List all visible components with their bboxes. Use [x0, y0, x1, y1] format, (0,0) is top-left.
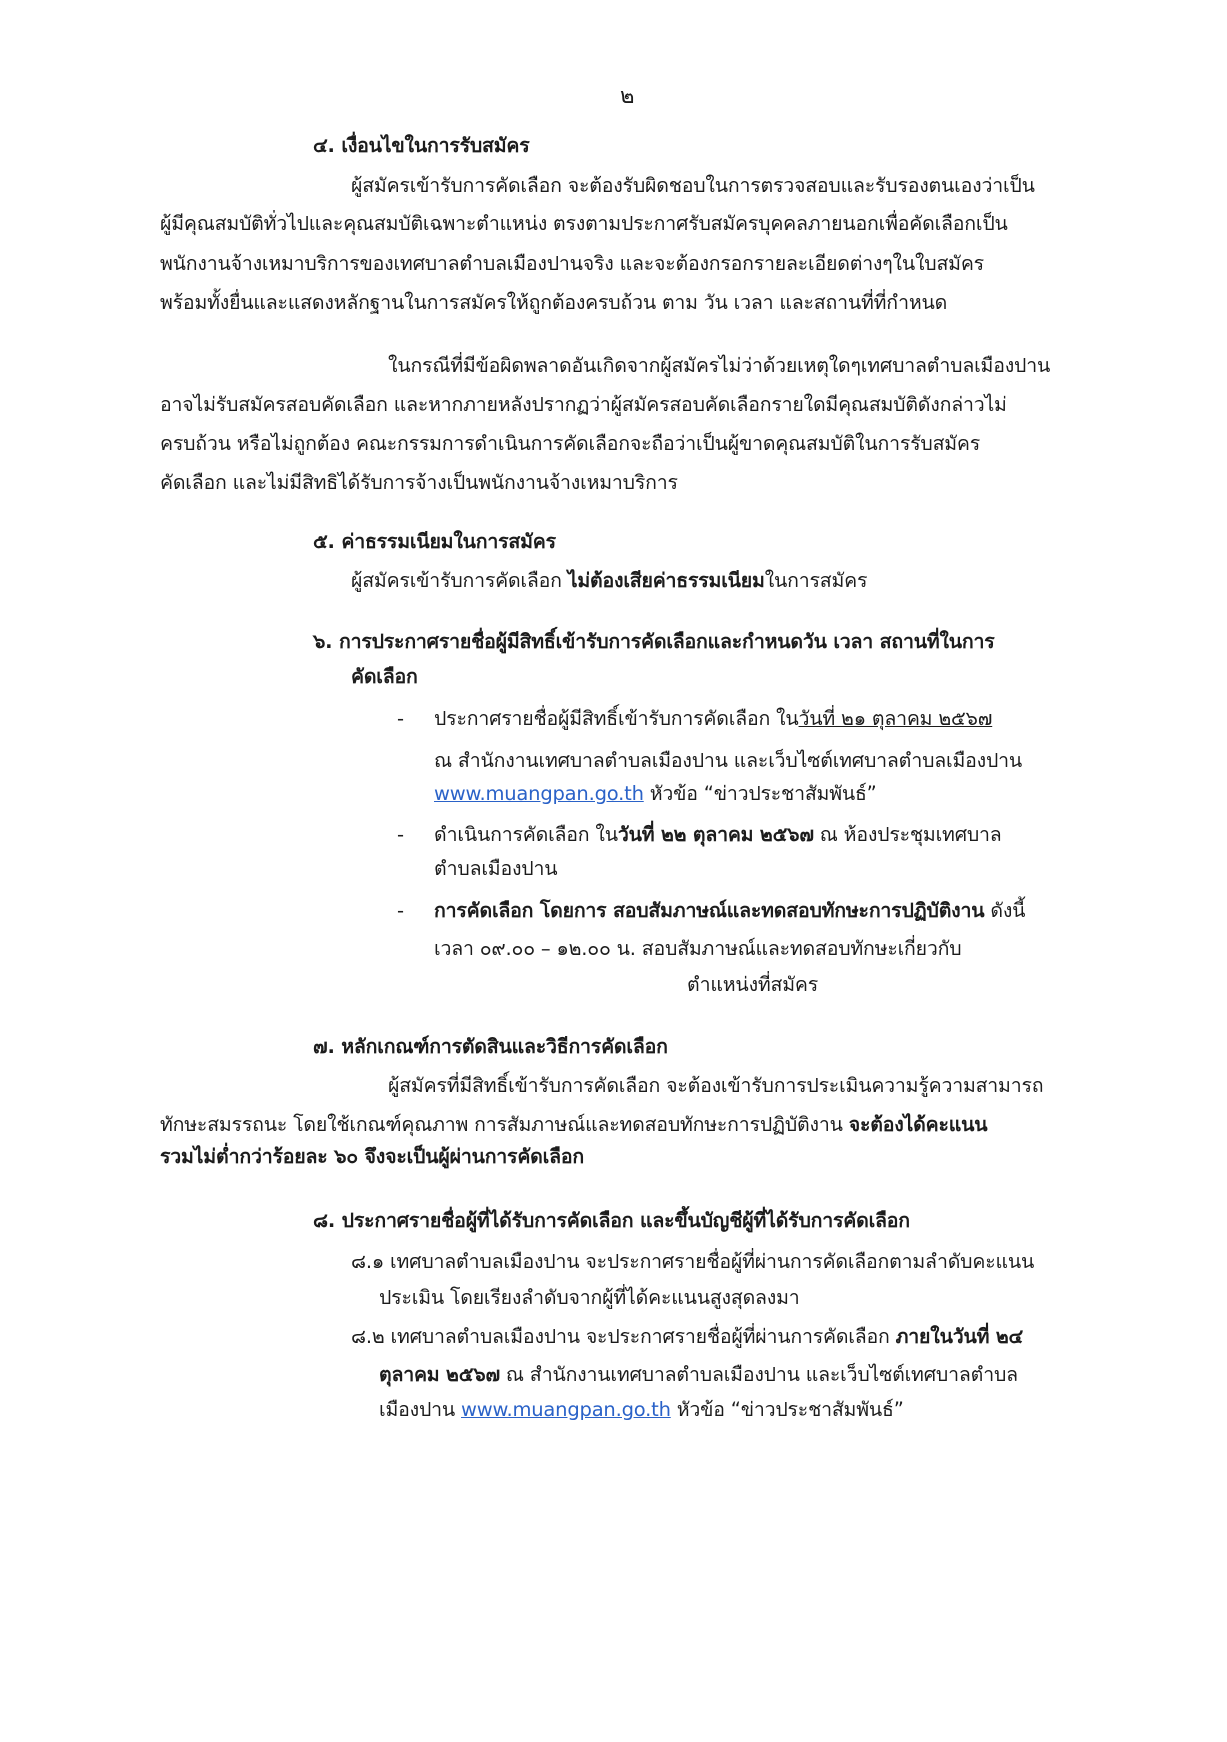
- announce-date: วันที่ ๒๑ ตุลาคม ๒๕๖๗: [798, 707, 993, 730]
- section-6-heading-cont: คัดเลือก: [351, 665, 418, 688]
- section-5-text-part: ในการสมัคร: [764, 569, 868, 592]
- section-6-bullet-1-line-2: ณ สำนักงานเทศบาลตำบลเมืองปาน และเว็บไซต์เทศบาลตำบลเมืองปาน: [434, 749, 1023, 772]
- section-4-paragraph-2-line: อาจไม่รับสมัครสอบคัดเลือก และหากภายหลังปรากฏว่าผู้สมัครสอบคัดเลือกรายใดมีคุณสมบัติดังกล่าวไม่: [160, 393, 1007, 416]
- section-6-heading: ๖. การประกาศรายชื่อผู้มีสิทธิ์เข้ารับการคัดเลือกและกำหนดวัน เวลา สถานที่ในการ: [313, 630, 995, 653]
- bullet-text: ดังนี้: [984, 899, 1026, 922]
- bullet-text: ประกาศรายชื่อผู้มีสิทธิ์เข้ารับการคัดเลือก ใน: [434, 707, 799, 730]
- selection-method: การคัดเลือก โดยการ สอบสัมภาษณ์และทดสอบทักษะการปฏิบัติงาน: [434, 899, 985, 922]
- page-number: ๒: [620, 84, 635, 109]
- section-4-paragraph-1-line: ผู้สมัครเข้ารับการคัดเลือก จะต้องรับผิดชอบในการตรวจสอบและรับรองตนเองว่าเป็น: [351, 174, 1035, 197]
- section-7-score-requirement: จะต้องได้คะแนน: [848, 1113, 988, 1136]
- section-4-heading: ๔. เงื่อนไขในการรับสมัคร: [313, 134, 530, 157]
- section-4-paragraph-2-line: ครบถ้วน หรือไม่ถูกต้อง คณะกรรมการดำเนินการคัดเลือกจะถือว่าเป็นผู้ขาดคุณสมบัติในการรับสมัคร: [160, 432, 981, 455]
- section-8-item-2-line-2: [379, 1360, 1018, 1390]
- section-5-text-part: ผู้สมัครเข้ารับการคัดเลือก: [351, 569, 568, 592]
- section-8-text: เมืองปาน: [379, 1398, 462, 1421]
- section-6-bullet-3-line-3: ตำแหน่งที่สมัคร: [687, 973, 819, 996]
- section-8-item-1-line-1: ๘.๑ เทศบาลตำบลเมืองปาน จะประกาศรายชื่อผู้ที่ผ่านการคัดเลือกตามลำดับคะแนน: [351, 1250, 1035, 1273]
- section-4-paragraph-1-line: พนักงานจ้างเหมาบริการของเทศบาลตำบลเมืองปานจริง และจะต้องกรอกรายละเอียดต่างๆในใบสมัคร: [160, 252, 984, 275]
- section-8-text: ณ สำนักงานเทศบาลตำบลเมืองปาน และเว็บไซต์เทศบาลตำบล: [499, 1363, 1018, 1386]
- bullet-dash: -: [397, 899, 404, 922]
- section-7-heading: ๗. หลักเกณฑ์การตัดสินและวิธีการคัดเลือก: [313, 1035, 668, 1058]
- section-4-paragraph-2-line: ในกรณีที่มีข้อผิดพลาดอันเกิดจากผู้สมัครไม่ว่าด้วยเหตุใดๆเทศบาลตำบลเมืองปาน: [388, 354, 1051, 377]
- section-8-item-2-line-1: [351, 1322, 1023, 1352]
- website-link[interactable]: www.muangpan.go.th: [461, 1398, 671, 1421]
- section-8-text: หัวข้อ “ข่าวประชาสัมพันธ์”: [670, 1398, 904, 1421]
- section-8-heading: ๘. ประกาศรายชื่อผู้ที่ได้รับการคัดเลือก และขึ้นบัญชีผู้ที่ได้รับการคัดเลือก: [313, 1209, 910, 1232]
- section-4-paragraph-1-line: พร้อมทั้งยื่นและแสดงหลักฐานในการสมัครให้ถูกต้องครบถ้วน ตาม วัน เวลา และสถานที่ที่กำหนด: [160, 291, 948, 314]
- bullet-text: ดำเนินการคัดเลือก ใน: [434, 823, 618, 846]
- result-date: ภายในวันที่ ๒๔: [895, 1325, 1024, 1348]
- section-8-item-1-line-2: ประเมิน โดยเรียงลำดับจากผู้ที่ได้คะแนนสูงสุดลงมา: [379, 1286, 800, 1309]
- section-4-paragraph-2-line: คัดเลือก และไม่มีสิทธิได้รับการจ้างเป็นพนักงานจ้างเหมาบริการ: [160, 471, 678, 494]
- section-5-text: [351, 566, 867, 596]
- bullet-dash: -: [397, 707, 404, 730]
- section-7-line-2: [160, 1110, 987, 1140]
- section-6-bullet-2-line-1: [434, 820, 1002, 850]
- section-6-bullet-2-line-2: ตำบลเมืองปาน: [434, 857, 558, 880]
- section-8-text: ๘.๒ เทศบาลตำบลเมืองปาน จะประกาศรายชื่อผู้ที่ผ่านการคัดเลือก: [351, 1325, 896, 1348]
- section-7-line-3: รวมไม่ต่ำกว่าร้อยละ ๖๐ จึงจะเป็นผู้ผ่านการคัดเลือก: [160, 1145, 584, 1168]
- result-date-cont: ตุลาคม ๒๕๖๗: [379, 1363, 500, 1386]
- section-5-heading: ๕. ค่าธรรมเนียมในการสมัคร: [313, 530, 556, 553]
- section-4-paragraph-1-line: ผู้มีคุณสมบัติทั่วไปและคุณสมบัติเฉพาะตำแหน่ง ตรงตามประกาศรับสมัครบุคคลภายนอกเพื่อคัดเลือกเป็น: [160, 212, 1008, 235]
- section-7-text: ทักษะสมรรถนะ โดยใช้เกณฑ์คุณภาพ การสัมภาษณ์และทดสอบทักษะการปฏิบัติงาน: [160, 1113, 849, 1136]
- section-8-item-2-line-3: [379, 1395, 904, 1425]
- selection-date: วันที่ ๒๒ ตุลาคม ๒๕๖๗: [617, 823, 814, 846]
- section-5-no-fee: ไม่ต้องเสียค่าธรรมเนียม: [567, 569, 765, 592]
- website-link[interactable]: www.muangpan.go.th: [434, 782, 644, 805]
- section-6-bullet-3-line-2: เวลา ๐๙.๐๐ – ๑๒.๐๐ น. สอบสัมภาษณ์และทดสอบทักษะเกี่ยวกับ: [434, 937, 962, 960]
- section-6-bullet-1-line-3: [434, 779, 877, 809]
- bullet-dash: -: [397, 823, 404, 846]
- section-6-bullet-3-line-1: [434, 896, 1025, 926]
- bullet-text: หัวข้อ “ข่าวประชาสัมพันธ์”: [643, 782, 877, 805]
- bullet-text: ณ ห้องประชุมเทศบาล: [813, 823, 1002, 846]
- section-6-bullet-1-line-1: [434, 704, 992, 734]
- section-7-line-1: ผู้สมัครที่มีสิทธิ์เข้ารับการคัดเลือก จะต้องเข้ารับการประเมินความรู้ความสามารถ: [388, 1074, 1044, 1097]
